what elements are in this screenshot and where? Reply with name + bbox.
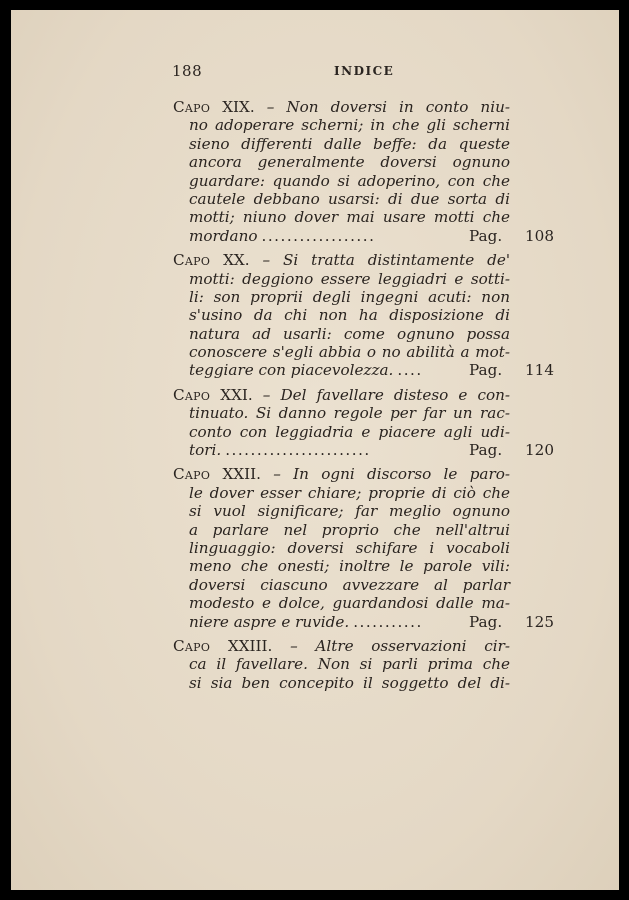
- entry-line: tinuato. Si danno regole per far un rac-: [189, 404, 510, 423]
- index-entry-capo-xxi: [173, 386, 561, 460]
- leader-dots: ..................: [261, 226, 376, 245]
- chapter-number: XXIII.: [227, 636, 273, 655]
- page-number: 188: [172, 62, 203, 80]
- entry-text: – Non doversi in conto niu-: [266, 98, 510, 116]
- page-label: Pag.: [469, 361, 503, 380]
- index-entry-capo-xxii: [173, 465, 561, 631]
- leader-dots: ...........: [353, 612, 423, 631]
- entry-line: a parlare nel proprio che nell'altrui: [189, 520, 510, 539]
- entry-first-line: [173, 98, 510, 116]
- entry-last-line: [173, 227, 577, 245]
- book-page: [11, 10, 619, 890]
- chapter-label: Capo: [173, 636, 211, 655]
- entry-text: – In ogni discorso le paro-: [273, 465, 511, 484]
- running-head: [172, 62, 552, 84]
- entry-line: natura ad usarli: come ognuno possa: [189, 324, 510, 343]
- entry-text: tori.: [189, 441, 222, 460]
- entry-text: – Si tratta distintamente de': [262, 251, 511, 270]
- page-label: Pag.: [469, 612, 503, 631]
- page-reference: 108: [525, 226, 554, 245]
- chapter-number: XIX.: [222, 98, 255, 116]
- entry-line: no adoperare scherni; in che gli scherni: [189, 116, 510, 135]
- entry-first-line: [173, 637, 510, 655]
- entry-line: s'usino da chi non ha disposizione di: [189, 306, 510, 325]
- chapter-number: XXII.: [222, 465, 261, 484]
- page-reference: 120: [525, 441, 554, 460]
- page-label: Pag.: [469, 441, 503, 460]
- page-label: Pag.: [469, 226, 503, 245]
- entry-last-line: [173, 441, 577, 459]
- leader-dots: ....: [397, 361, 423, 380]
- entry-line: li: son proprii degli ingegni acuti: non: [189, 287, 510, 306]
- entry-line: conoscere s'egli abbia o no abilità a mot-: [189, 343, 510, 362]
- chapter-label: Capo: [173, 98, 211, 116]
- chapter-label: Capo: [173, 465, 211, 484]
- entry-text: – Altre osservazioni cir-: [290, 636, 511, 655]
- page-reference: 114: [525, 361, 554, 380]
- entry-line: meno che onesti; inoltre le parole vili:: [189, 557, 510, 576]
- leader-dots: .......................: [225, 441, 371, 460]
- entry-line: linguaggio: doversi schifare i vocaboli: [189, 538, 510, 557]
- entry-line: guardare: quando si adoperino, con che: [189, 171, 510, 190]
- entry-line: conto con leggiadria e piacere agli udi-: [189, 422, 510, 441]
- page-reference: 125: [525, 612, 554, 631]
- entry-first-line: [173, 465, 510, 483]
- entry-text: mordano: [189, 226, 258, 245]
- index-entry-capo-xx: [173, 251, 561, 380]
- entry-line: si sia ben concepito il soggetto del di-: [189, 673, 510, 692]
- entry-line: ca il favellare. Non si parli prima che: [189, 655, 510, 674]
- entry-last-line: [173, 361, 577, 379]
- chapter-number: XX.: [223, 251, 250, 270]
- entry-line: modesto e dolce, guardandosi dalle ma-: [189, 594, 510, 613]
- entry-line: cautele debbano usarsi: di due sorta di: [189, 189, 510, 208]
- index-entry-capo-xix: [173, 98, 561, 245]
- index-entry-capo-xxiii: [173, 637, 561, 692]
- entry-text: niere aspre e ruvide.: [189, 612, 350, 631]
- entry-line: doversi ciascuno avvezzare al parlar: [189, 575, 510, 594]
- chapter-label: Capo: [173, 251, 211, 270]
- entry-line: sieno differenti dalle beffe: da queste: [189, 134, 510, 153]
- entry-line: le dover esser chiare; proprie di ciò che: [189, 483, 510, 502]
- running-title: INDICE: [334, 64, 395, 78]
- entry-line: si vuol significare; far meglio ognuno: [189, 502, 510, 521]
- entry-line: ancora generalmente doversi ognuno: [189, 153, 510, 172]
- chapter-label: Capo: [173, 385, 211, 404]
- entry-line: motti: deggiono essere leggiadri e sotti-: [189, 269, 510, 288]
- index-entries: [173, 98, 561, 698]
- entry-first-line: [173, 386, 510, 404]
- entry-line: motti; niuno dover mai usare motti che: [189, 208, 510, 227]
- entry-text: teggiare con piacevolezza.: [189, 361, 394, 380]
- entry-last-line: [173, 613, 577, 631]
- entry-first-line: [173, 251, 510, 269]
- chapter-number: XXI.: [220, 385, 253, 404]
- entry-text: – Del favellare disteso e con-: [262, 385, 511, 404]
